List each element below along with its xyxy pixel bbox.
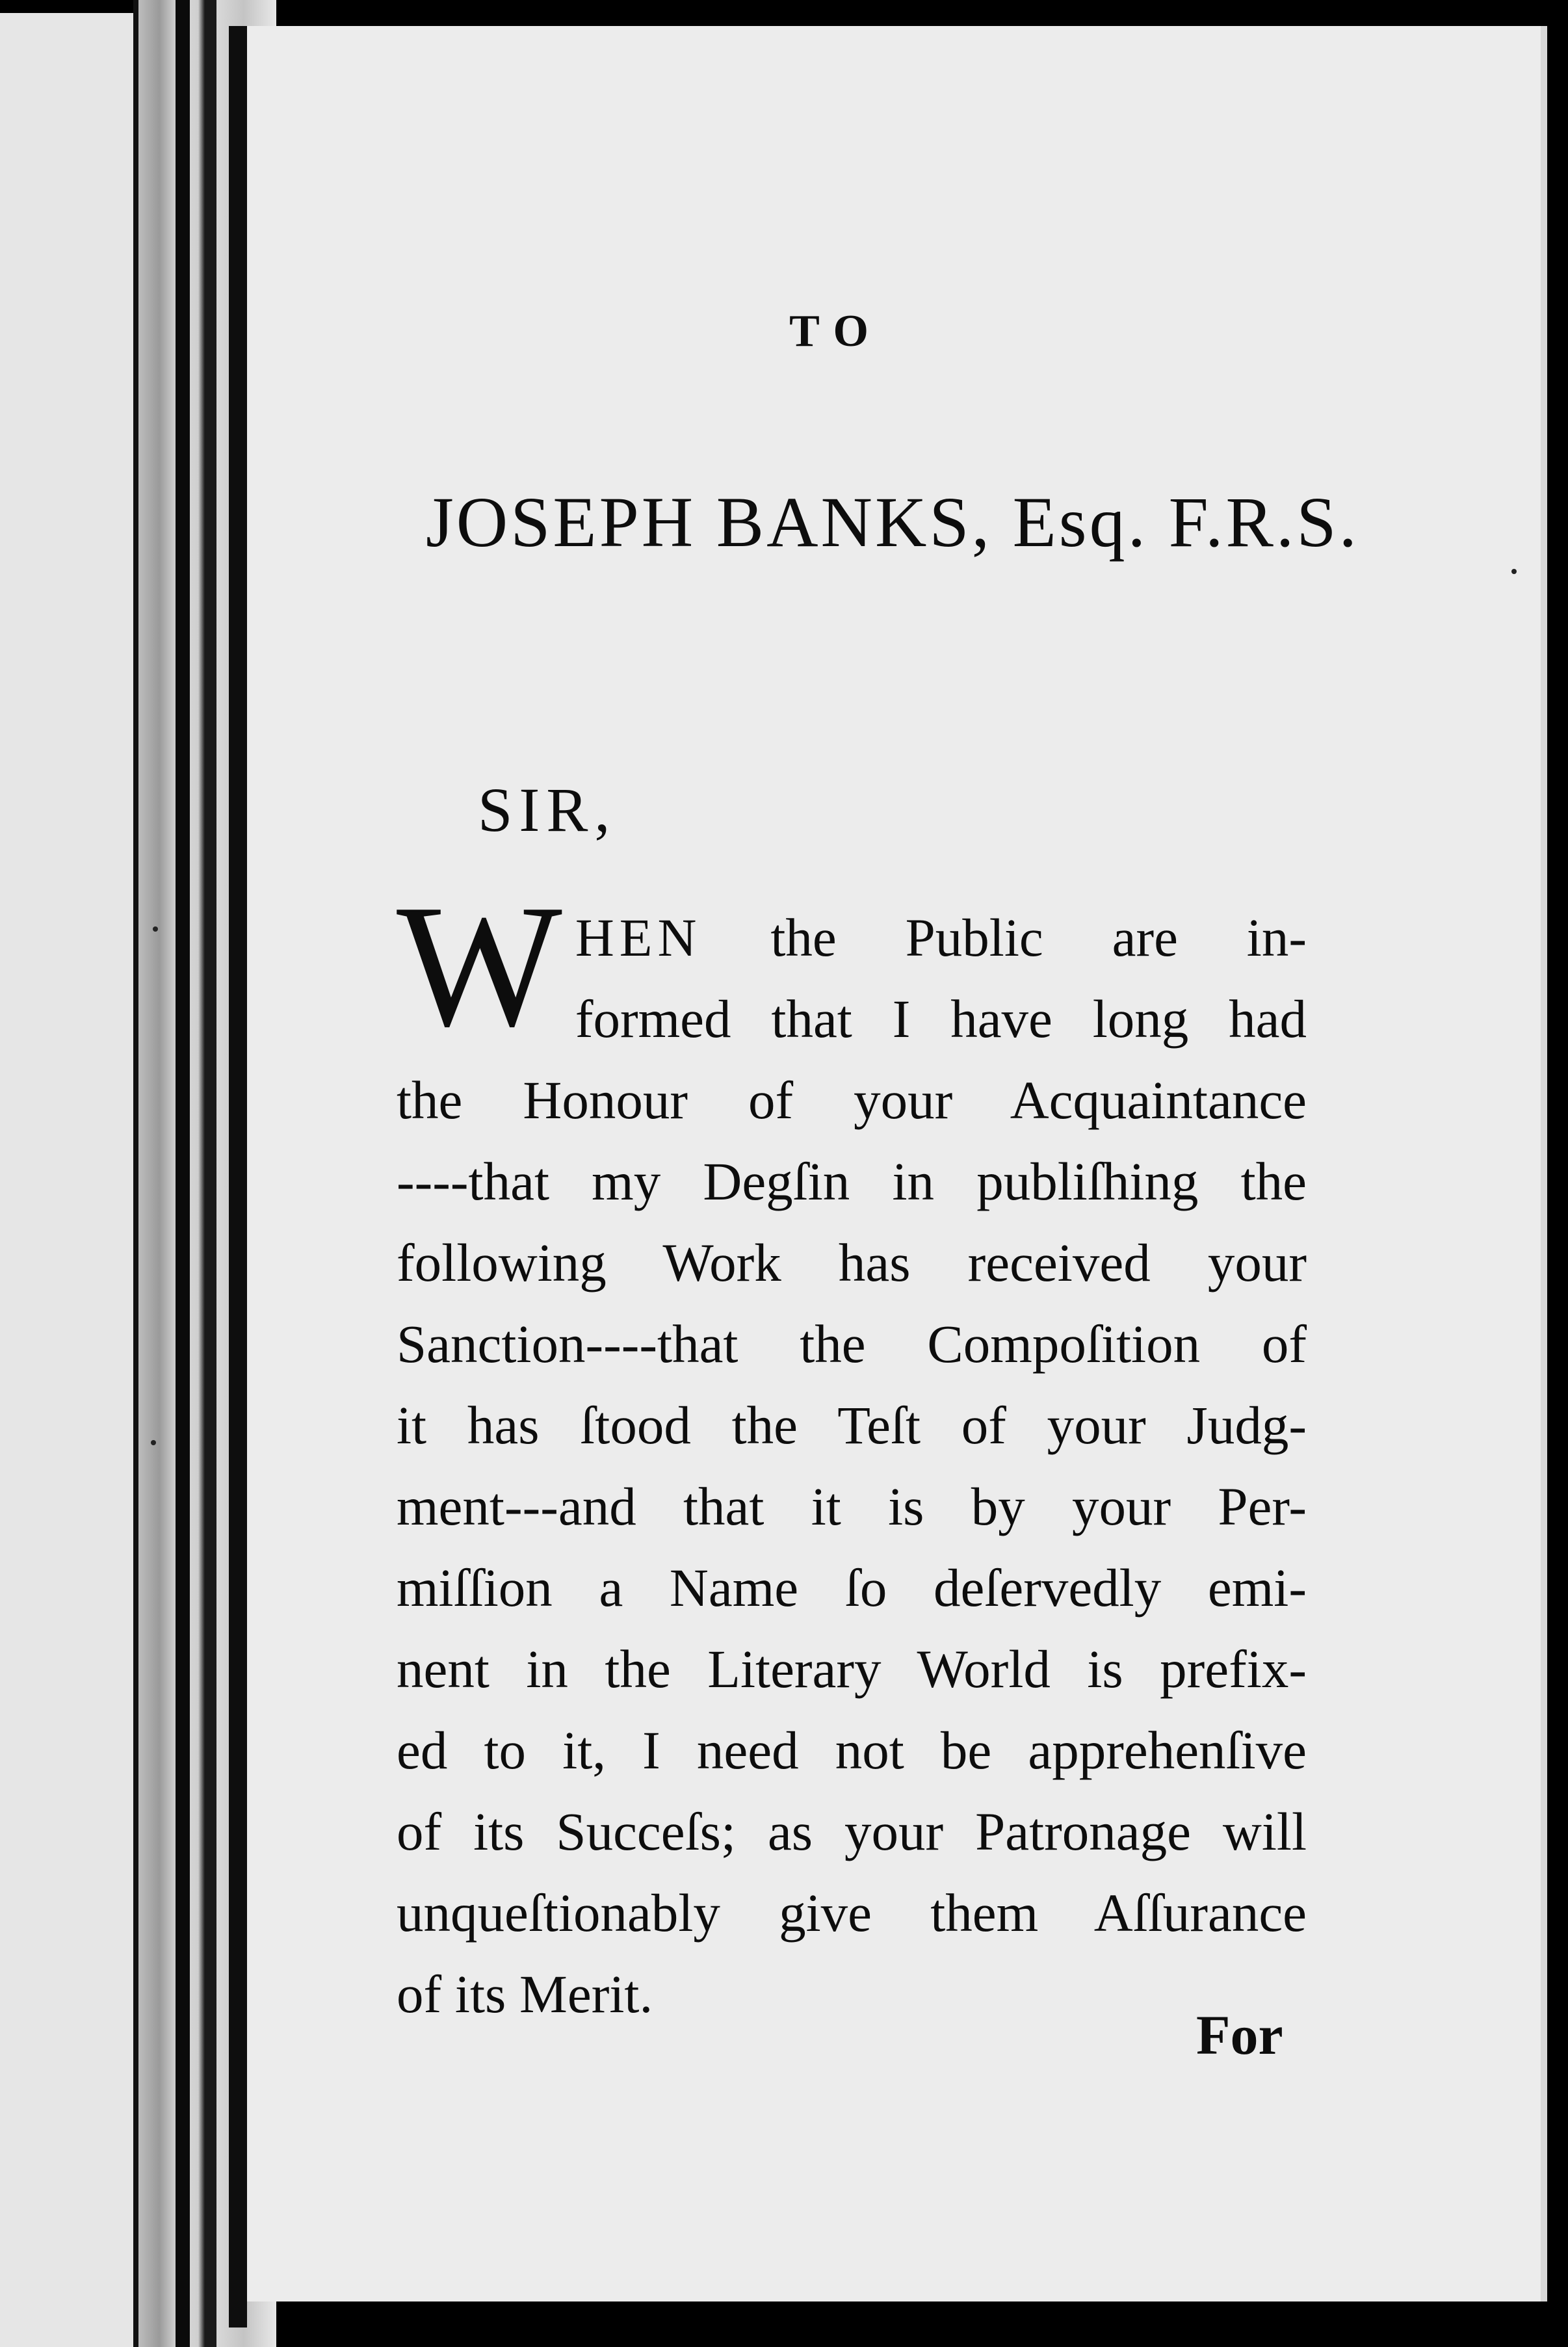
ink-speck	[151, 1440, 156, 1445]
body-line: following Work has received your	[397, 1233, 1307, 1292]
body-line: Sanction----that the Compoſition of	[397, 1314, 1307, 1374]
catchword: For	[1196, 2004, 1283, 2066]
body-line: the Honour of your Acquaintance	[397, 1070, 1307, 1130]
dedication-to: TO	[789, 306, 883, 356]
facing-page	[0, 13, 133, 2347]
body-line: ment---and that it is by your Per-	[397, 1476, 1307, 1536]
body-line: of its Merit.	[397, 1964, 653, 2024]
dedication-body	[397, 869, 1307, 2035]
body-line: unqueſtionably give them Aſſurance	[397, 1883, 1307, 1943]
ink-speck	[1511, 569, 1517, 574]
body-line: HEN the Public are in-	[575, 908, 1307, 967]
ink-speck	[153, 926, 158, 932]
body-line: ed to it, I need not be apprehenſive	[397, 1720, 1307, 1780]
body-line: of its Succeſs; as your Patronage will	[397, 1802, 1307, 1861]
body-line: nent in the Literary World is prefix-	[397, 1639, 1307, 1699]
dedicatee-name: JOSEPH BANKS, Esq. F.R.S.	[426, 482, 1360, 562]
body-line: it has ſtood the Teſt of your Judg-	[397, 1395, 1307, 1455]
body-line: miſſion a Name ſo deſervedly emi-	[397, 1558, 1307, 1618]
body-line: formed that I have long had	[575, 989, 1307, 1049]
salutation: SIR,	[478, 775, 617, 845]
page-edge-shadow	[229, 26, 247, 2327]
drop-cap: W	[397, 869, 558, 1063]
opening-caps: HEN	[575, 908, 702, 967]
body-line: ----that my Degſin in publiſhing the	[397, 1151, 1307, 1211]
